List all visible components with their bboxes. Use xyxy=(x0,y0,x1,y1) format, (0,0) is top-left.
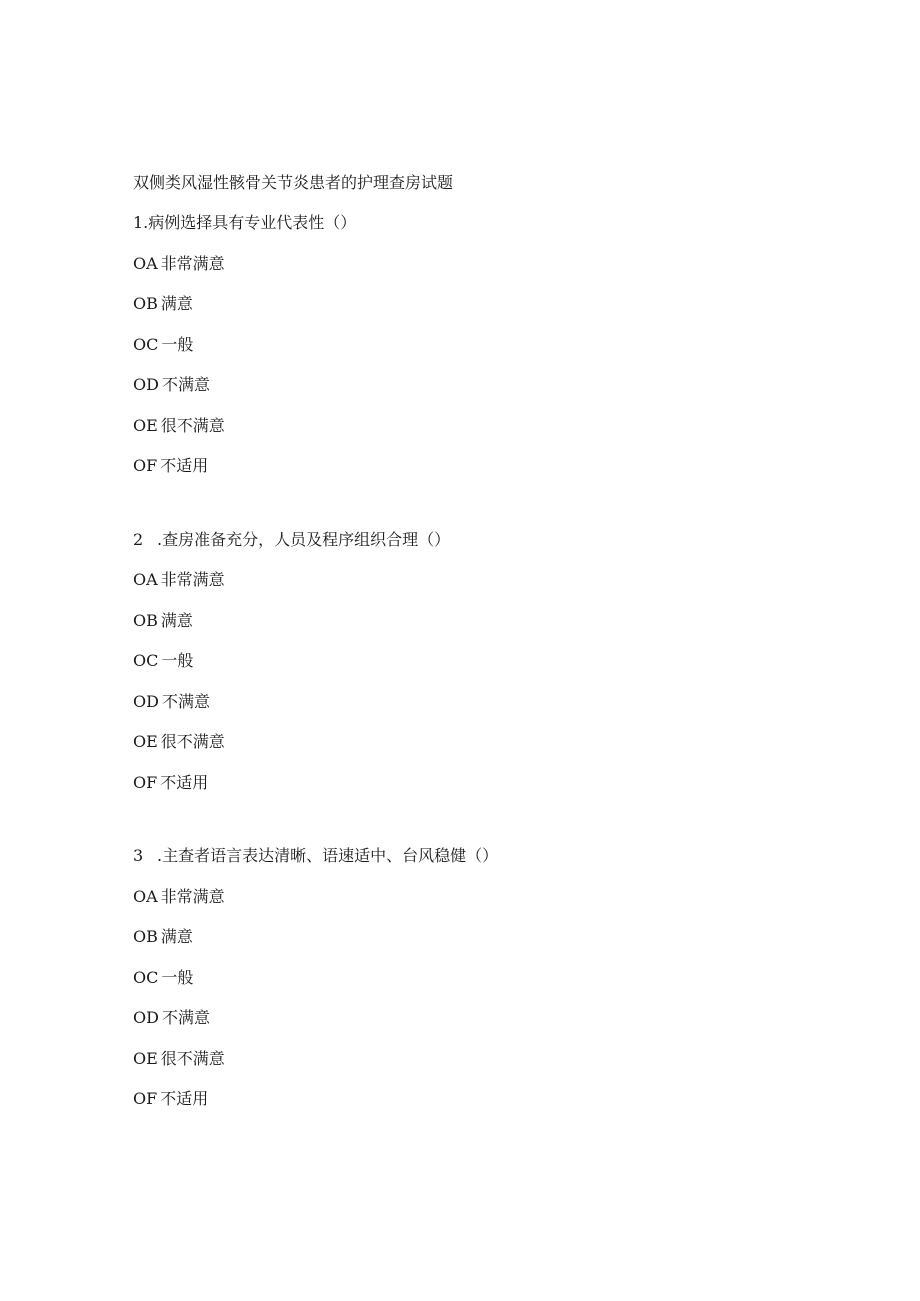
option-letter: OC xyxy=(133,968,159,987)
option-letter: OA xyxy=(133,254,158,273)
option-label: 一般 xyxy=(161,651,194,670)
option-f[interactable] xyxy=(133,773,208,793)
option-label: 不适用 xyxy=(160,773,209,792)
option-letter: OF xyxy=(133,1089,158,1108)
option-label: 很不满意 xyxy=(160,1049,225,1068)
question-number: 2 xyxy=(133,530,144,549)
question-number: 3 xyxy=(133,846,144,865)
option-b[interactable] xyxy=(133,927,193,947)
option-a[interactable] xyxy=(133,570,225,590)
option-e[interactable] xyxy=(133,732,225,752)
option-letter: OC xyxy=(133,651,159,670)
document-title: 双侧类风湿性骸骨关节炎患者的护理查房试题 xyxy=(133,173,454,192)
question-text: .主查者语言表达清晰、语速适中、台风稳健（） xyxy=(157,846,499,865)
option-letter: OF xyxy=(133,773,158,792)
option-f[interactable] xyxy=(133,1089,208,1109)
question-2 xyxy=(133,530,450,550)
option-d[interactable] xyxy=(133,692,210,712)
option-label: 不满意 xyxy=(161,692,210,711)
option-letter: OC xyxy=(133,335,159,354)
option-label: 满意 xyxy=(160,611,193,630)
option-a[interactable] xyxy=(133,254,225,274)
option-letter: OE xyxy=(133,1049,158,1068)
option-label: 很不满意 xyxy=(160,416,225,435)
option-letter: OE xyxy=(133,732,158,751)
option-label: 很不满意 xyxy=(160,732,225,751)
option-letter: OA xyxy=(133,570,158,589)
option-label: 一般 xyxy=(161,968,194,987)
option-b[interactable] xyxy=(133,611,193,631)
option-e[interactable] xyxy=(133,1049,225,1069)
option-b[interactable] xyxy=(133,294,193,314)
option-label: 不满意 xyxy=(161,375,210,394)
option-label: 一般 xyxy=(161,335,194,354)
option-label: 非常满意 xyxy=(160,254,225,273)
option-c[interactable] xyxy=(133,335,193,355)
option-e[interactable] xyxy=(133,416,225,436)
question-number: 1. xyxy=(133,213,149,232)
option-d[interactable] xyxy=(133,375,210,395)
option-label: 不适用 xyxy=(160,1089,209,1108)
option-d[interactable] xyxy=(133,1008,210,1028)
option-letter: OE xyxy=(133,416,158,435)
option-label: 满意 xyxy=(160,294,193,313)
option-a[interactable] xyxy=(133,887,225,907)
question-text: 病例选择具有专业代表性（） xyxy=(148,213,357,232)
option-letter: OB xyxy=(133,294,158,313)
option-letter: OD xyxy=(133,375,159,394)
option-c[interactable] xyxy=(133,968,193,988)
option-label: 不满意 xyxy=(161,1008,210,1027)
question-3 xyxy=(133,846,498,866)
option-label: 不适用 xyxy=(160,456,209,475)
option-label: 非常满意 xyxy=(160,570,225,589)
option-label: 非常满意 xyxy=(160,887,225,906)
option-c[interactable] xyxy=(133,651,193,671)
option-letter: OF xyxy=(133,456,158,475)
option-f[interactable] xyxy=(133,456,208,476)
option-letter: OB xyxy=(133,927,158,946)
question-1 xyxy=(133,213,356,233)
option-letter: OB xyxy=(133,611,158,630)
option-letter: OD xyxy=(133,1008,159,1027)
question-text: .查房准备充分，人员及程序组织合理（） xyxy=(157,530,451,549)
option-letter: OA xyxy=(133,887,158,906)
option-letter: OD xyxy=(133,692,159,711)
option-label: 满意 xyxy=(160,927,193,946)
